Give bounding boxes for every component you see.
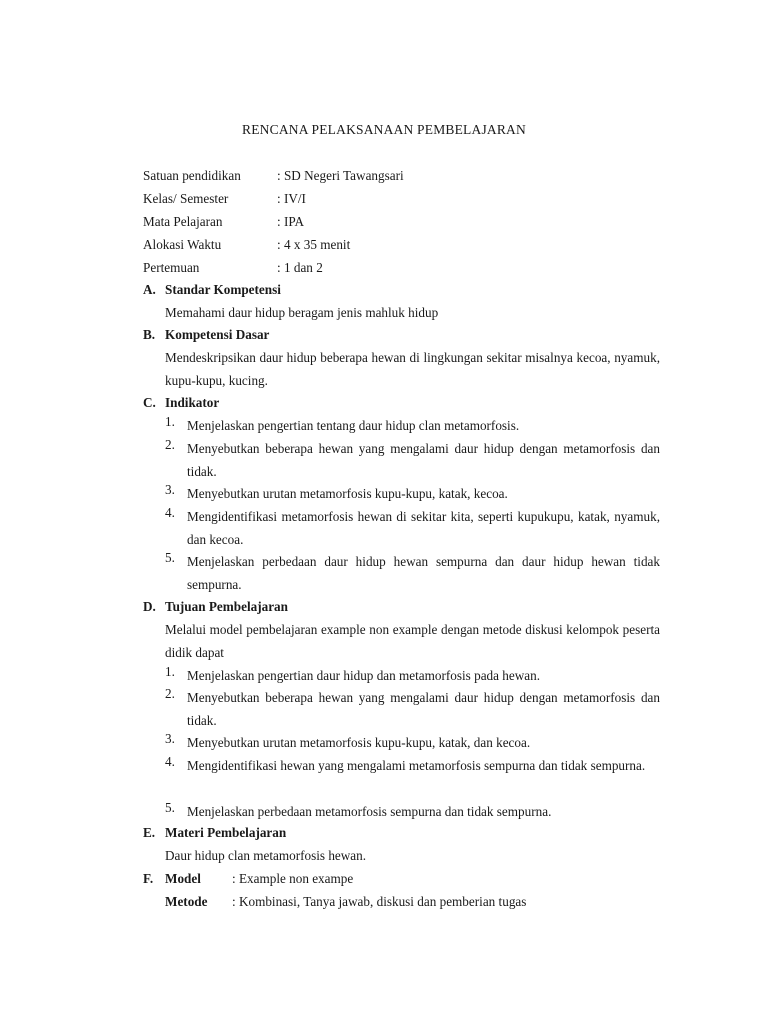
list-item: Menjelaskan pengertian daur hidup dan metamorfosis pada hewan. bbox=[187, 668, 541, 683]
model-value: : Example non exampe bbox=[232, 871, 354, 886]
list-item: Menjelaskan perbedaan metamorfosis sempurna dan tidak sempurna. bbox=[187, 804, 552, 819]
section-e-letter: E. bbox=[143, 825, 156, 840]
list-item: Menyebutkan urutan metamorfosis kupu-kupu, katak, dan kecoa. bbox=[187, 735, 531, 750]
list-number: 5. bbox=[165, 800, 175, 815]
section-d-title: Tujuan Pembelajaran bbox=[165, 599, 288, 614]
list-number: 5. bbox=[165, 550, 175, 565]
list-number: 3. bbox=[165, 731, 175, 746]
section-e-text: Daur hidup clan metamorfosis hewan. bbox=[165, 848, 367, 863]
info-value: : IPA bbox=[277, 214, 304, 229]
list-number: 3. bbox=[165, 482, 175, 497]
section-b-letter: B. bbox=[143, 327, 156, 342]
list-number: 4. bbox=[165, 505, 175, 520]
list-item: Mengidentifikasi hewan yang mengalami metamorfosis sempurna dan tidak sempurna. bbox=[187, 758, 646, 773]
section-f-letter: F. bbox=[143, 871, 154, 886]
list-number: 2. bbox=[165, 686, 175, 701]
section-b-text: Mendeskripsikan daur hidup beberapa hewan di lingkungan sekitar misalnya kecoa, nyamuk, kupu-kupu, kucing. bbox=[165, 350, 660, 388]
section-c-title: Indikator bbox=[165, 395, 220, 410]
list-item: Menyebutkan beberapa hewan yang mengalami daur hidup dengan metamorfosis dan tidak. bbox=[187, 690, 660, 728]
metode-label: Metode bbox=[165, 894, 208, 909]
info-label: Mata Pelajaran bbox=[143, 214, 223, 229]
list-item: Menjelaskan perbedaan daur hidup hewan sempurna dan daur hidup hewan tidak sempurna. bbox=[187, 554, 660, 592]
list-number: 1. bbox=[165, 414, 175, 429]
info-value: : SD Negeri Tawangsari bbox=[277, 168, 404, 183]
list-item: Menjelaskan pengertian tentang daur hidup clan metamorfosis. bbox=[187, 418, 520, 433]
section-c-letter: C. bbox=[143, 395, 156, 410]
list-item: Menyebutkan beberapa hewan yang mengalami daur hidup dengan metamorfosis dan tidak. bbox=[187, 441, 660, 479]
info-label: Pertemuan bbox=[143, 260, 200, 275]
section-d-letter: D. bbox=[143, 599, 156, 614]
list-item: Menyebutkan urutan metamorfosis kupu-kupu, katak, kecoa. bbox=[187, 486, 508, 501]
info-label: Alokasi Waktu bbox=[143, 237, 222, 252]
list-number: 2. bbox=[165, 437, 175, 452]
list-number: 4. bbox=[165, 754, 175, 769]
section-d-text: Melalui model pembelajaran example non example dengan metode diskusi kelompok peserta didik dapat bbox=[165, 622, 660, 660]
model-label: Model bbox=[165, 871, 201, 886]
info-value: : 1 dan 2 bbox=[277, 260, 323, 275]
metode-value: : Kombinasi, Tanya jawab, diskusi dan pemberian tugas bbox=[232, 894, 527, 909]
section-b-title: Kompetensi Dasar bbox=[165, 327, 270, 342]
list-item: Mengidentifikasi metamorfosis hewan di sekitar kita, seperti kupukupu, katak, nyamuk, dan kecoa. bbox=[187, 509, 660, 547]
section-e-title: Materi Pembelajaran bbox=[165, 825, 287, 840]
info-value: : 4 x 35 menit bbox=[277, 237, 351, 252]
section-a-letter: A. bbox=[143, 282, 156, 297]
page-title: RENCANA PELAKSANAAN PEMBELAJARAN bbox=[242, 122, 526, 137]
info-label: Satuan pendidikan bbox=[143, 168, 241, 183]
section-a-text: Memahami daur hidup beragam jenis mahluk hidup bbox=[165, 305, 439, 320]
info-label: Kelas/ Semester bbox=[143, 191, 229, 206]
list-number: 1. bbox=[165, 664, 175, 679]
section-a-title: Standar Kompetensi bbox=[165, 282, 281, 297]
info-value: : IV/I bbox=[277, 191, 306, 206]
